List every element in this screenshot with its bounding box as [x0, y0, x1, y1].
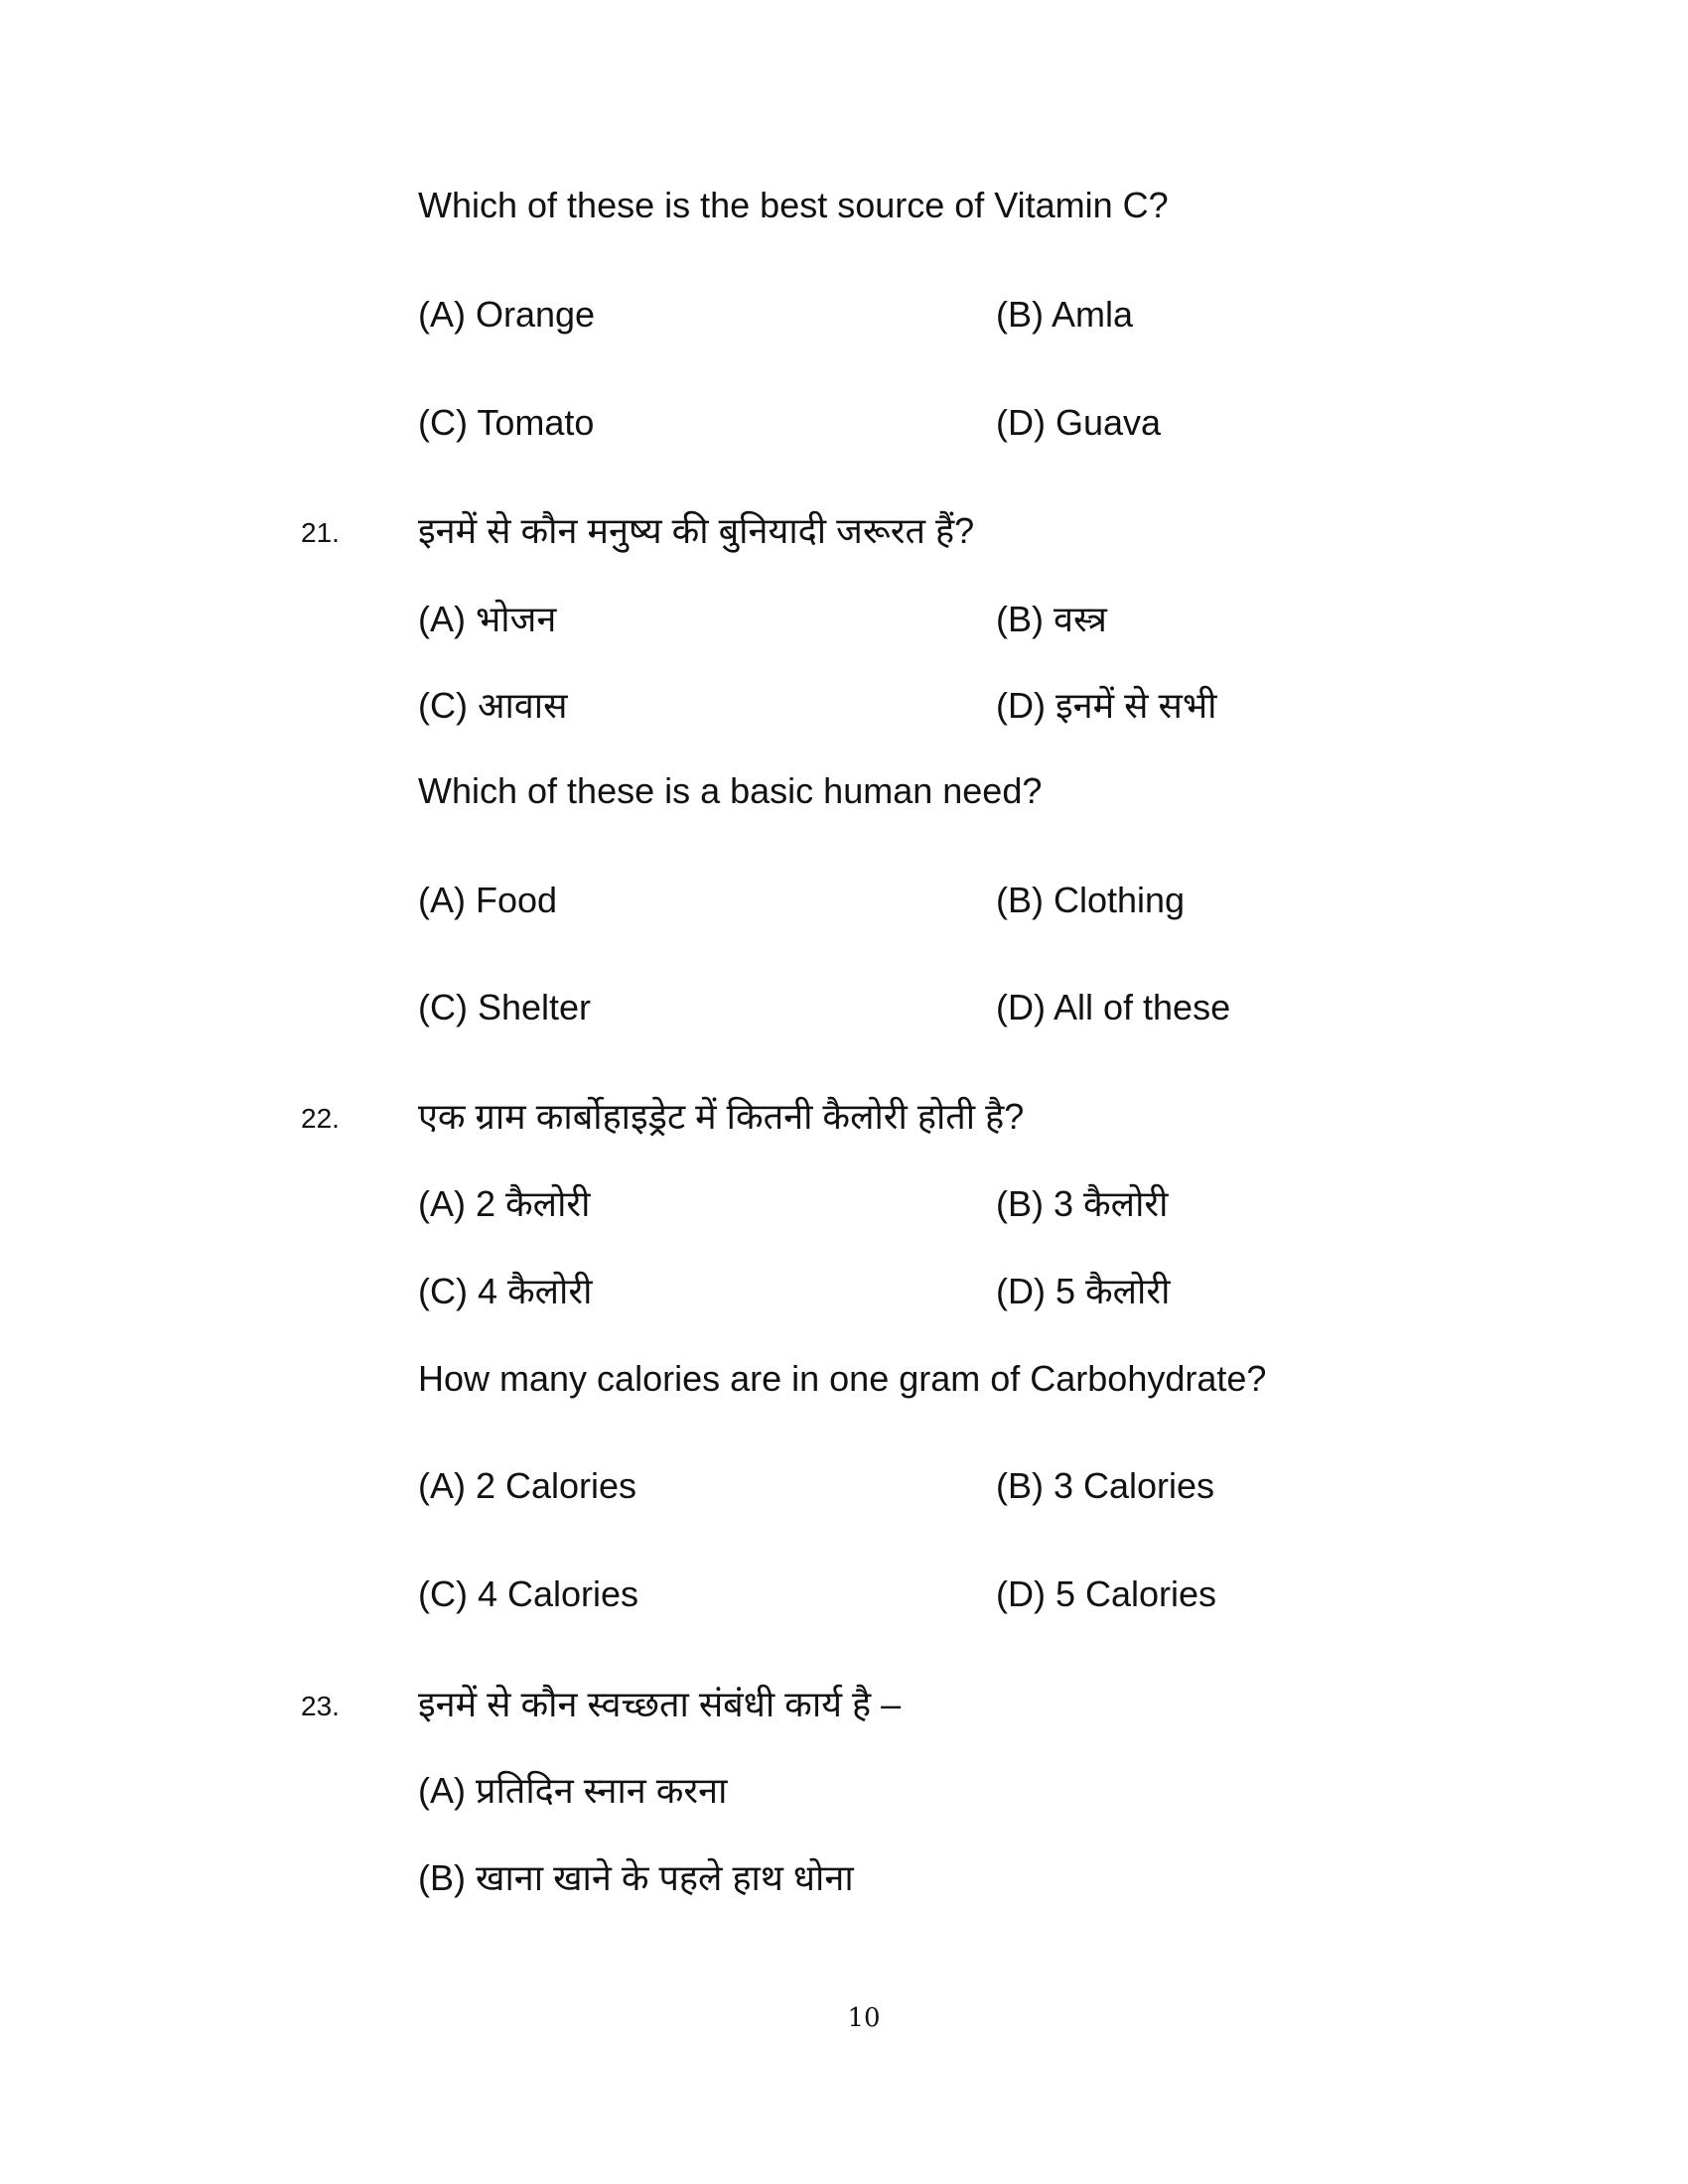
option-a-english: (A) 2 Calories [418, 1465, 637, 1506]
question-text-hindi: एक ग्राम कार्बोहाइड्रेट में कितनी कैलोरी होती है? [418, 1096, 1025, 1137]
option-c-english: (C) 4 Calories [418, 1573, 639, 1614]
question-text: Which of these is the best source of Vitamin C? [418, 185, 1169, 225]
option-b-hindi: (B) 3 कैलोरी [996, 1183, 1169, 1224]
question-number: 22. [301, 1103, 340, 1134]
option-a-hindi: (A) भोजन [418, 599, 557, 639]
question-text-hindi: इनमें से कौन स्वच्छता संबंधी कार्य है – [418, 1684, 902, 1724]
option-a: (A) Orange [418, 294, 596, 335]
option-c-hindi: (C) आवास [418, 685, 568, 726]
option-b: (B) Amla [996, 294, 1134, 335]
question-text-english: How many calories are in one gram of Carbohydrate? [418, 1358, 1267, 1399]
question-number: 21. [301, 517, 340, 548]
option-b-hindi: (B) खाना खाने के पहले हाथ धोना [418, 1857, 854, 1898]
option-d-english: (D) All of these [996, 987, 1231, 1027]
option-d: (D) Guava [996, 402, 1162, 443]
option-c-english: (C) Shelter [418, 987, 592, 1027]
option-d-hindi: (D) 5 कैलोरी [996, 1271, 1171, 1311]
option-b-hindi: (B) वस्त्र [996, 599, 1107, 639]
option-d-hindi: (D) इनमें से सभी [996, 685, 1217, 726]
question-number: 23. [301, 1691, 340, 1721]
option-a-hindi: (A) 2 कैलोरी [418, 1183, 591, 1224]
option-a-english: (A) Food [418, 880, 558, 920]
option-b-english: (B) 3 Calories [996, 1465, 1215, 1506]
page-number: 10 [847, 2003, 881, 2033]
option-c: (C) Tomato [418, 402, 595, 443]
question-text-english: Which of these is a basic human need? [418, 770, 1043, 811]
question-text-hindi: इनमें से कौन मनुष्य की बुनियादी जरूरत हैं? [418, 510, 975, 551]
option-b-english: (B) Clothing [996, 880, 1186, 920]
option-d-english: (D) 5 Calories [996, 1573, 1217, 1614]
option-a-hindi: (A) प्रतिदिन स्नान करना [418, 1770, 728, 1811]
option-c-hindi: (C) 4 कैलोरी [418, 1271, 593, 1311]
